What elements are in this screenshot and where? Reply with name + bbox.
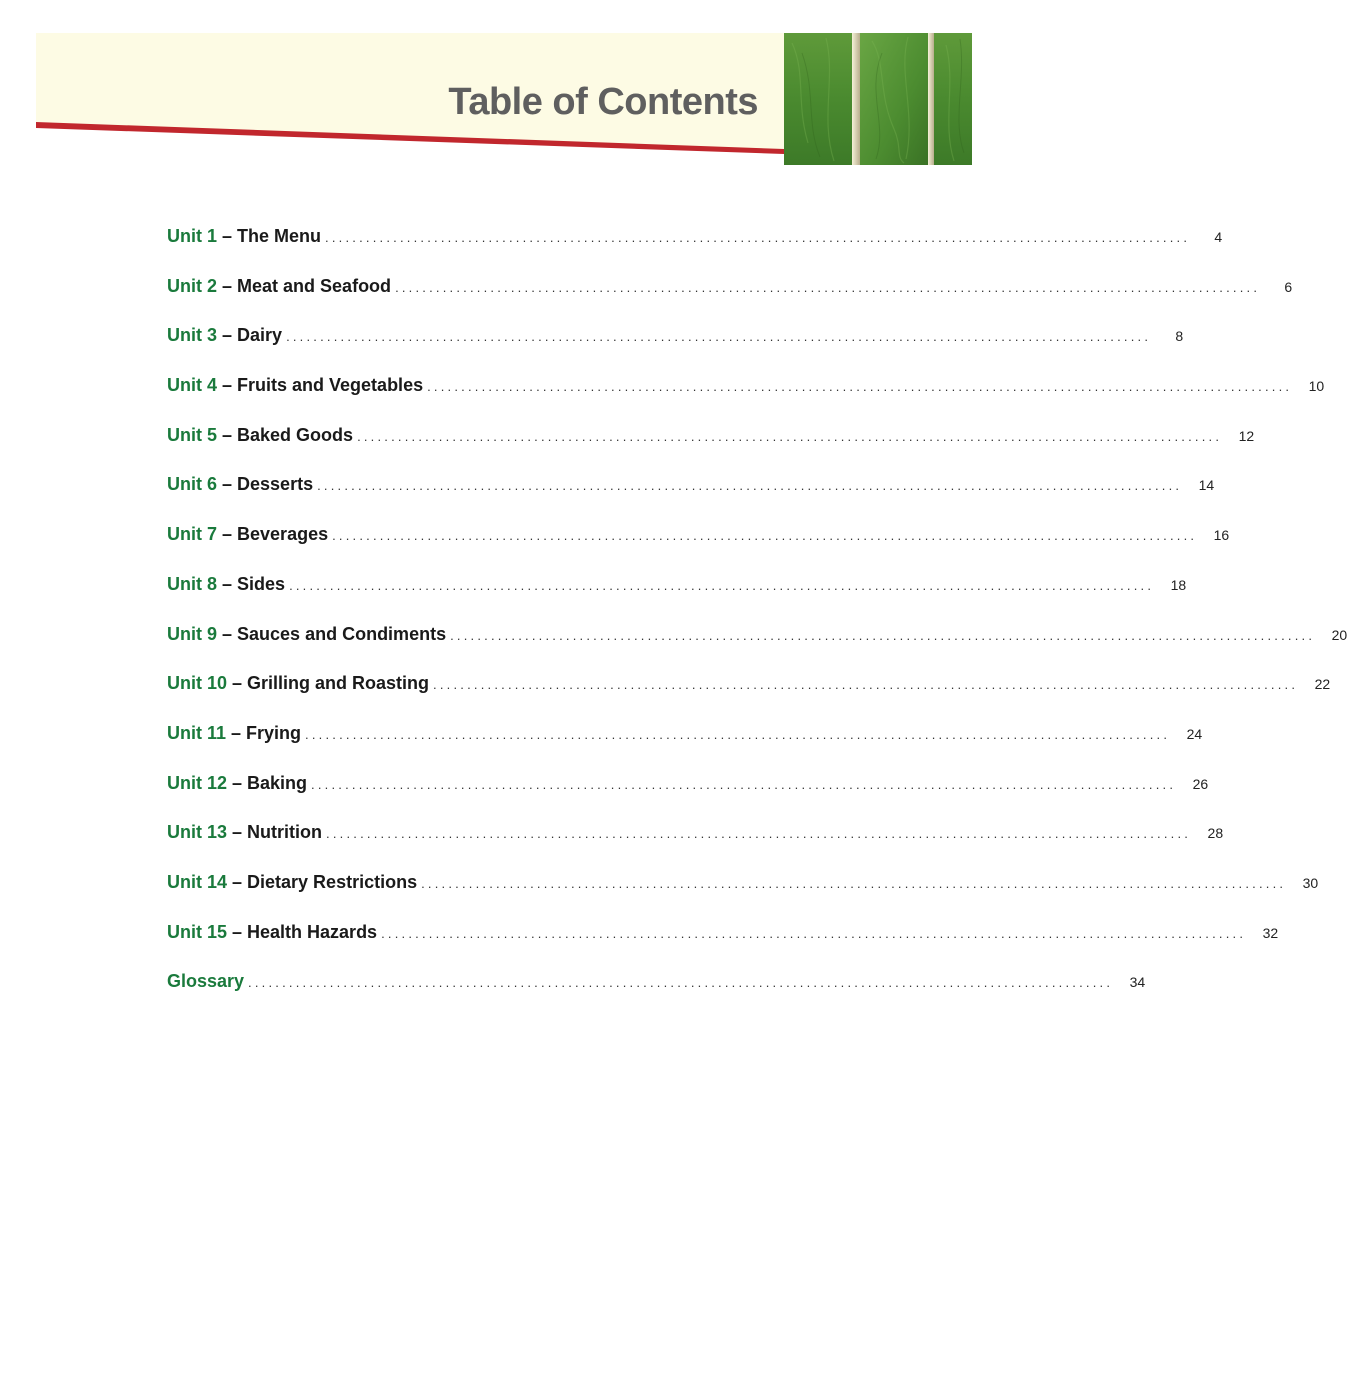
toc-leader-dots: ............................................................................................................................... [395,279,1261,295]
toc-entry-label [167,272,391,300]
toc-unit-title: – Frying [226,722,302,743]
toc-unit-title: – Baking [227,772,308,793]
toc-unit-title: – Desserts [217,474,314,495]
toc-unit-title: – Health Hazards [227,921,378,942]
toc-unit-title: – Baked Goods [217,424,354,445]
toc-unit-number: Unit 13 [167,822,228,843]
toc-entry[interactable] [167,520,1230,570]
toc-unit-number: Unit 15 [167,921,228,942]
toc-page-number: 18 [1170,576,1187,593]
toc-leader-dots: ............................................................................................................................... [357,428,1223,444]
toc-unit-title: – Sauces and Condiments [217,623,447,644]
toc-unit-title: – Sides [217,573,286,594]
toc-entry-label [167,371,423,399]
toc-entry[interactable] [167,570,1187,620]
toc-entry[interactable] [167,470,1215,520]
toc-entry-label [167,669,429,697]
toc-entry[interactable] [167,769,1209,819]
toc-page-number: 10 [1308,378,1325,395]
toc-entry[interactable] [167,222,1223,272]
toc-leader-dots: ............................................................................................................................... [311,776,1177,792]
toc-entry-label [167,818,322,846]
toc-leader-dots: ............................................................................................................................... [433,677,1299,693]
grass-panel-1 [784,33,852,165]
toc-page-number: 22 [1314,676,1331,693]
toc-entry-label [167,918,377,946]
toc-unit-number: Unit 9 [167,623,218,644]
toc-leader-dots: ............................................................................................................................... [317,478,1183,494]
toc-unit-title: – The Menu [217,226,322,246]
toc-unit-title: – Fruits and Vegetables [217,375,424,396]
toc-leader-dots: ............................................................................................................................... [286,329,1152,345]
toc-unit-title: – Nutrition [227,822,323,843]
toc-unit-number: Unit 3 [167,325,218,346]
toc-page-number: 16 [1213,527,1230,544]
toc-page-number: 26 [1192,775,1209,792]
page-title: Table of Contents [448,81,758,123]
toc-unit-title: – Dairy [217,325,283,346]
toc-entry-label [167,421,353,449]
toc-entry-label [167,470,313,498]
toc-unit-title: – Grilling and Roasting [227,673,430,694]
toc-entry[interactable] [167,421,1255,471]
toc-entry-label [167,868,417,896]
toc-unit-number: Unit 10 [167,673,228,694]
toc-leader-dots: ............................................................................................................................... [289,577,1155,593]
toc-unit-title: – Beverages [217,524,329,545]
toc-leader-dots: ............................................................................................................................... [325,230,1191,245]
toc-entry[interactable] [167,669,1331,719]
toc-page-number: 28 [1207,825,1224,842]
toc-page-number: 12 [1238,427,1255,444]
toc-entry-label [167,520,328,548]
toc-entry[interactable] [167,818,1224,868]
toc-page-number: 24 [1186,725,1203,742]
toc-entry-label [167,321,282,349]
toc-unit-number: Unit 11 [167,722,227,743]
toc-leader-dots: ............................................................................................................................... [421,875,1287,891]
grass-panel-3 [934,33,972,165]
toc-unit-number: Unit 14 [167,871,228,892]
toc-page-number: 30 [1302,874,1319,891]
toc-leader-dots: ............................................................................................................................... [381,925,1247,941]
toc-leader-dots: ............................................................................................................................... [305,726,1171,742]
toc-entry[interactable] [167,321,1184,371]
toc-unit-number: Unit 8 [167,573,218,594]
toc-unit-title: – Dietary Restrictions [227,871,418,892]
table-of-contents [167,222,1347,1017]
toc-leader-dots: ............................................................................................................................... [248,975,1114,991]
toc-page-number: 32 [1262,924,1279,941]
toc-unit-number: Unit 5 [167,424,218,445]
toc-entry-label [167,620,446,648]
toc-entry-label [167,967,244,995]
toc-unit-title: – Meat and Seafood [217,275,392,296]
grass-panel-2 [860,33,928,165]
toc-entry[interactable] [167,371,1325,421]
toc-unit-number: Unit 4 [167,375,218,396]
toc-leader-dots: ............................................................................................................................... [427,379,1293,395]
toc-entry-label [167,769,307,797]
toc-page-number: 8 [1175,328,1184,345]
toc-leader-dots: ............................................................................................................................... [326,826,1192,842]
toc-page-number: 4 [1214,229,1223,245]
toc-page-number: 34 [1129,974,1146,991]
toc-leader-dots: ............................................................................................................................... [450,627,1316,643]
toc-entry-glossary[interactable] [167,967,1146,1017]
toc-unit-number: Unit 2 [167,275,218,296]
toc-page-number: 20 [1331,626,1347,643]
toc-page-number: 6 [1284,278,1293,295]
toc-entry-label [167,222,321,250]
toc-entry[interactable] [167,868,1319,918]
toc-entry[interactable] [167,719,1203,769]
toc-entry-label [167,719,301,747]
toc-entry[interactable] [167,918,1279,968]
toc-glossary-label: Glossary [167,971,245,992]
toc-entry[interactable] [167,272,1293,322]
toc-unit-number: Unit 1 [167,226,218,246]
toc-unit-number: Unit 7 [167,524,218,545]
toc-entry[interactable] [167,620,1347,670]
toc-unit-number: Unit 12 [167,772,228,793]
toc-page-number: 14 [1198,477,1215,494]
toc-unit-number: Unit 6 [167,474,218,495]
toc-leader-dots: ............................................................................................................................... [332,528,1198,544]
toc-entry-label [167,570,285,598]
